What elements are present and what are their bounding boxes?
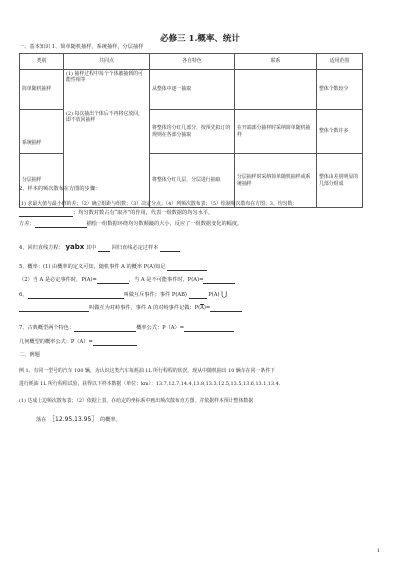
text-line	[19, 305, 242, 312]
text-line	[19, 221, 242, 228]
table-cell: (1) 抽样过程中每个个体被抽到的可能性相等	[64, 70, 150, 110]
blank	[160, 246, 180, 252]
text-span: 6、	[19, 292, 28, 298]
blank	[93, 340, 137, 346]
table-cell: 在开端部分抽样时采纳简单随机抽样	[235, 110, 317, 154]
text-span: ；均匀数对数占有“取齐”的作用，代表一组数据的均匀水平。	[73, 210, 214, 216]
page-title: 必修三 1.概率、统计	[160, 34, 240, 44]
text-span: 5、概率：(1) 由概率的定义可知，随机事件 A 的概率 P(A)知足	[19, 264, 166, 270]
blank	[210, 306, 242, 312]
blank	[189, 293, 207, 299]
text-span: 描绘一组数据环绕均匀数颠簸的大小，反应了一组数据变化的幅度。	[86, 221, 243, 227]
text-line	[36, 416, 121, 424]
text-span: )=	[203, 305, 211, 311]
table-cell: (2) 每次抽出个体后不再将它放回，即不放回抽样	[64, 110, 150, 134]
text-span: 7、古典概型两个特色：	[19, 325, 75, 331]
examples-heading: 二、例题	[19, 352, 40, 358]
union-symbol: ⋃	[221, 290, 227, 298]
text-span: （2）当 A 是必定事件时，P(A)=	[19, 277, 97, 283]
text-span: 概率公式：P（A）=	[136, 325, 185, 331]
table-row	[20, 154, 363, 208]
blank	[19, 306, 89, 312]
text-span: 几何概型的概率公式：P（A）=	[19, 339, 93, 345]
table-row	[20, 110, 363, 134]
text-line	[19, 277, 235, 284]
text-span: 叫做互斥事件；事件 P(AB)	[123, 292, 187, 298]
text-line	[19, 325, 234, 332]
text-span: 4、回归直线方程：	[19, 245, 64, 251]
sampling-table	[19, 53, 363, 208]
complement-A: $\overline{A}$	[200, 305, 204, 311]
table-cell: 分层抽样时采纳简单随机抽样或系统抽样	[235, 154, 317, 208]
header-cell: 适用范围	[317, 54, 363, 70]
text-line	[19, 264, 207, 271]
text-span: 叫做互为对峙事件，事件 A 的对峙事件记做：P(	[89, 305, 201, 311]
bracket-close: ］	[91, 415, 99, 423]
table-cell: 整体个数较少	[317, 70, 363, 110]
text-line: 2、样本的频次散布在方图的步骤：	[19, 186, 101, 192]
text-line	[19, 244, 180, 252]
section-heading: 一、基本知识 1、简单随机抽样，系统抽样，分层抽样	[19, 44, 144, 50]
table-cell: 整体个数许多	[317, 110, 363, 154]
blank	[167, 265, 207, 271]
text-line: 例 1、有同一型号的汽车 100 辆，为认识这类汽车每耗油 1L 所行程程的状况，现从中随机抽出 10 辆车在同一条件下	[19, 368, 275, 374]
header-cell: 共同点	[64, 54, 150, 70]
table-cell	[20, 110, 64, 134]
text-span: 方差：	[19, 221, 35, 227]
bracket-open: ［	[48, 415, 56, 423]
text-span: ，当 A 是不可能事件时，P(A)=	[128, 277, 204, 283]
text-line	[19, 339, 137, 346]
table-cell: 将整体分红几层，分层进行抽取	[150, 154, 235, 208]
text-span: 回归直线必定过样本	[111, 245, 159, 251]
blank	[28, 293, 124, 299]
text-span: 其中	[85, 245, 97, 251]
blank	[19, 211, 73, 217]
table-cell	[64, 154, 150, 208]
text-span: 落在	[36, 417, 47, 423]
page-number: 1	[376, 548, 380, 554]
text-line: (1) 达成上边频次散布表；（2）依据上表，在给定的坐标系中画出频次散布直方图，并依据样本预计整体数据	[19, 398, 254, 404]
table-header-row	[20, 54, 363, 70]
blank	[97, 278, 129, 284]
table-cell: 分层抽样	[20, 154, 64, 208]
table-row	[20, 70, 363, 110]
blank	[184, 326, 234, 332]
text-line	[19, 210, 213, 217]
header-cell: 联系	[235, 54, 317, 70]
regression-formula: yabx	[65, 243, 85, 251]
table-cell: 整体由差别明显的几部分组成	[317, 154, 363, 208]
text-line	[19, 291, 227, 299]
text-span: 的概率。	[99, 417, 121, 423]
text-line: (1) 求最大值与最小值的差；（2）确立组距与组数；（3）决定分点；（4）列频次散布表；（5）绘制频次散布在方图；3、均匀数：	[19, 201, 298, 207]
table-cell	[64, 134, 150, 154]
blank	[203, 278, 235, 284]
blank	[74, 326, 136, 332]
blank	[35, 222, 87, 228]
text-span: P(A)	[208, 292, 220, 298]
table-cell: 系统抽样	[20, 134, 64, 154]
header-cell: 各自特色	[150, 54, 235, 70]
table-cell: 简单随机抽样	[20, 70, 64, 110]
header-cell: 类别	[20, 54, 64, 70]
table-cell: 从整体中逐一抽取	[150, 70, 235, 110]
table-cell: 将整体均分红几部分，按预先拟订的规则在各部分抽取	[150, 110, 235, 154]
text-line: 进行耗油 1L 所行程程试验，获得以下样本数据（单位：km）：13.7,12.7,14.4,13.8,13.3,12.5,13.5,13.6,13.1,13.4.	[19, 381, 281, 387]
table-cell	[235, 70, 317, 110]
blank	[98, 246, 110, 252]
interval-value: 12.95,13.95	[55, 416, 92, 423]
